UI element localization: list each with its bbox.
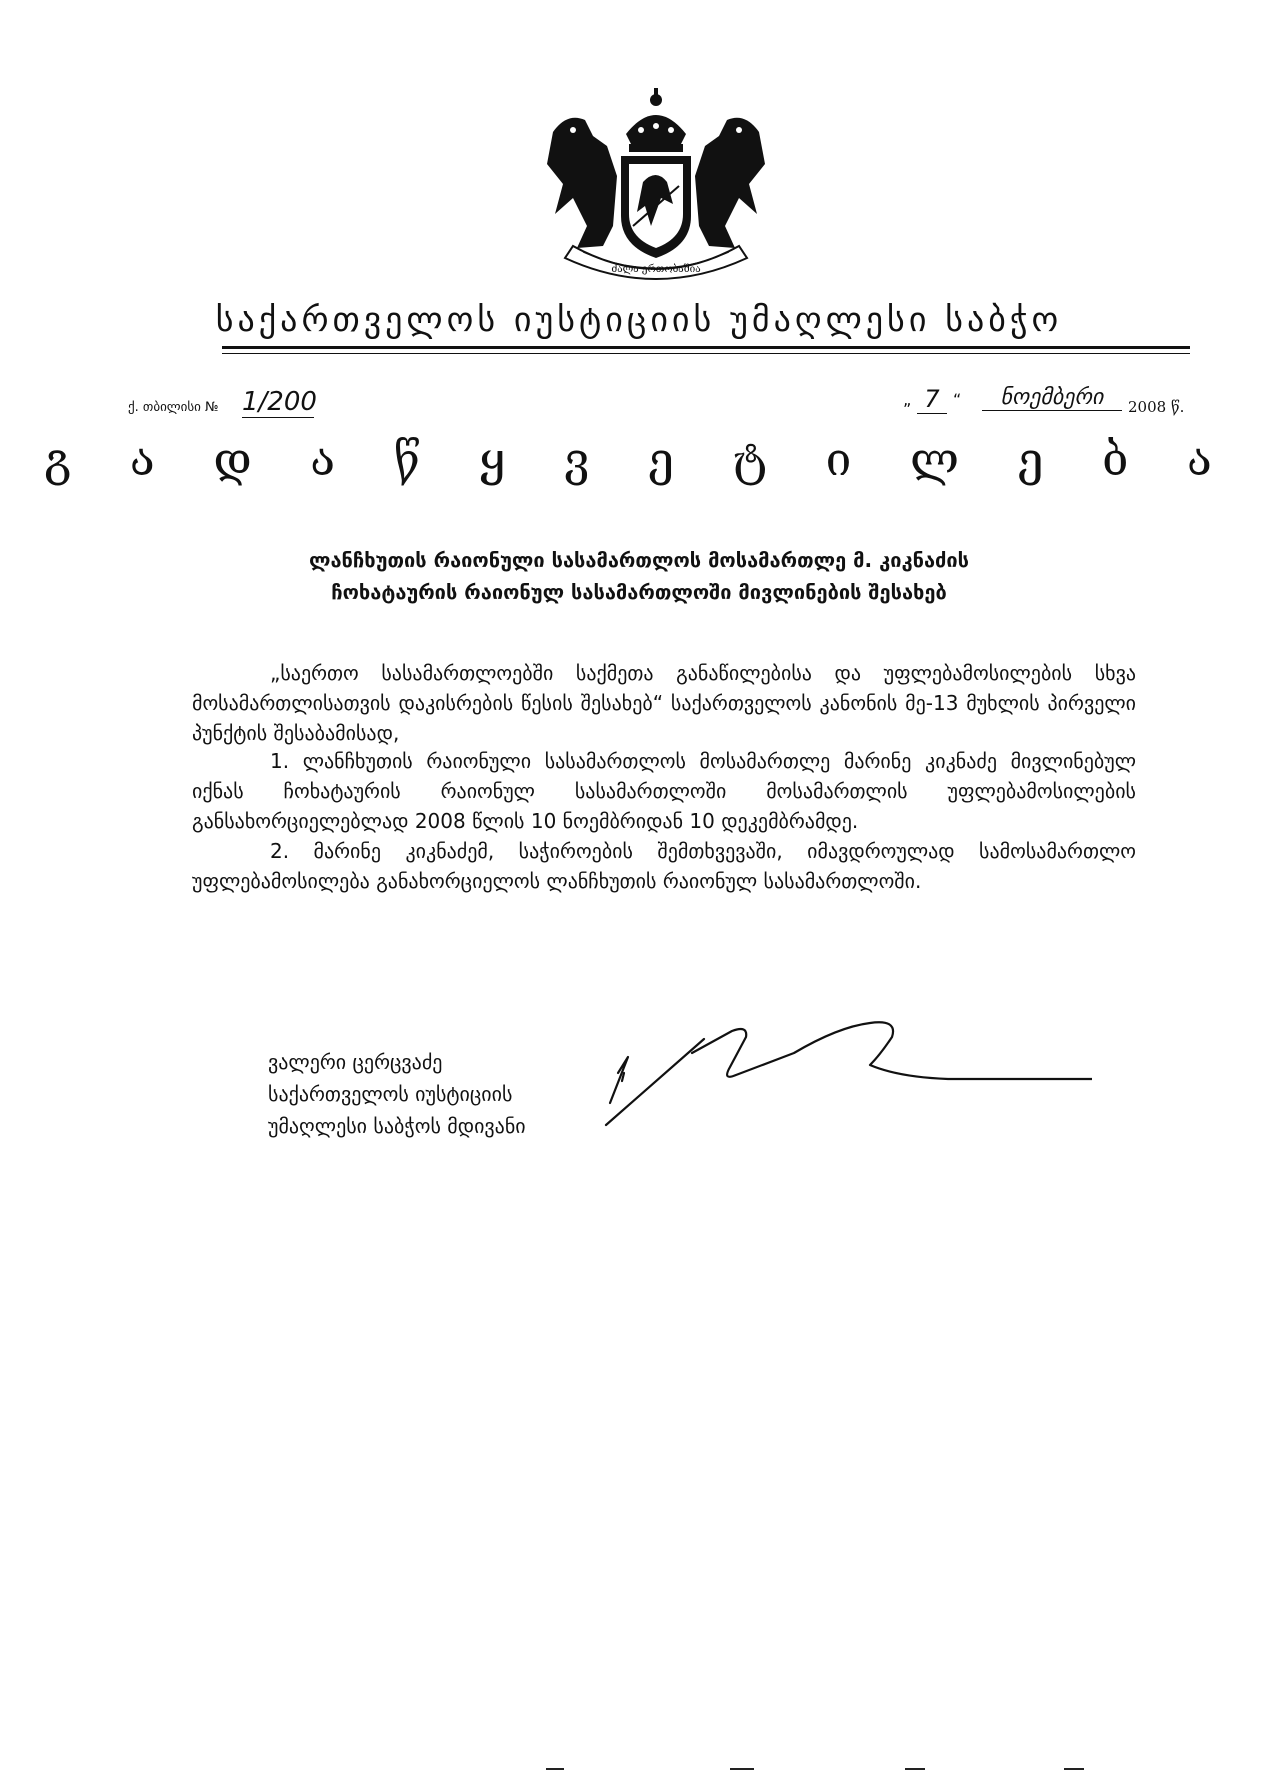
header-divider-thin	[222, 353, 1190, 354]
scan-artifact	[1064, 1768, 1084, 1770]
subject-line-1: ლანჩხუთის რაიონული სასამართლოს მოსამართლე მ. კიკნაძის	[308, 548, 970, 572]
organization-name: საქართველოს იუსტიციის უმაღლესი საბჭო	[215, 300, 1063, 340]
handwritten-signature	[598, 1015, 1092, 1135]
date-month: ნოემბერი	[982, 385, 1122, 411]
date-quote-close: “	[953, 390, 962, 409]
subject-line-2: ჩოხატაურის რაიონულ სასამართლოში მივლინების შესახებ	[331, 580, 947, 604]
document-number: 1/200	[242, 387, 317, 417]
scan-artifact	[730, 1768, 754, 1770]
scan-artifact	[546, 1768, 564, 1770]
decision-item-2: 2. მარინე კიკნაძემ, საჭიროების შემთხვევაში, იმავდროულად სამოსამართლო უფლებამოსილება განახორციელოს ლანჩხუთის რაიონულ სასამართლოში.	[192, 839, 1136, 893]
date-year: 2008 წ.	[1128, 398, 1185, 416]
signatory-title-line-1: საქართველოს იუსტიციის	[268, 1082, 513, 1106]
decision-item-1: 1. ლანჩხუთის რაიონული სასამართლოს მოსამართლე მარინე კიკნაძე მივლინებულ იქნას ჩოხატაურის რაიონულ სასამართლოში მოსამართლის უფლებამოსილების განსახორციელებლად 2008 წლის 10 ნოემბრიდან 10 დეკემბრამდე.	[192, 749, 1136, 833]
signatory-block	[268, 1046, 526, 1142]
scan-artifact	[905, 1768, 925, 1770]
signatory-title-line-2: უმაღლესი საბჭოს მდივანი	[268, 1114, 526, 1138]
signatory-name: ვალერი ცერცვაძე	[268, 1050, 443, 1074]
document-type-title: გ ა დ ა წ ყ ვ ე ტ ი ლ ე ბ ა	[44, 432, 1234, 486]
intro-paragraph: „საერთო სასამართლოებში საქმეთა განაწილებისა და უფლებამოსილების სხვა მოსამართლისათვის დაკისრების წესის შესახებ“ საქართველოს კანონის მე-13 მუხლის პირველი პუნქტის შესაბამისად,	[192, 661, 1136, 745]
svg-text:ძალა ერთობაშია: ძალა ერთობაშია	[611, 264, 701, 275]
date-quote-open: „	[903, 390, 912, 409]
date-day: 7	[917, 385, 947, 414]
coat-of-arms-emblem	[533, 86, 779, 286]
document-number-label: ქ. თბილისი №	[128, 400, 219, 415]
header-divider-thick	[222, 346, 1190, 349]
